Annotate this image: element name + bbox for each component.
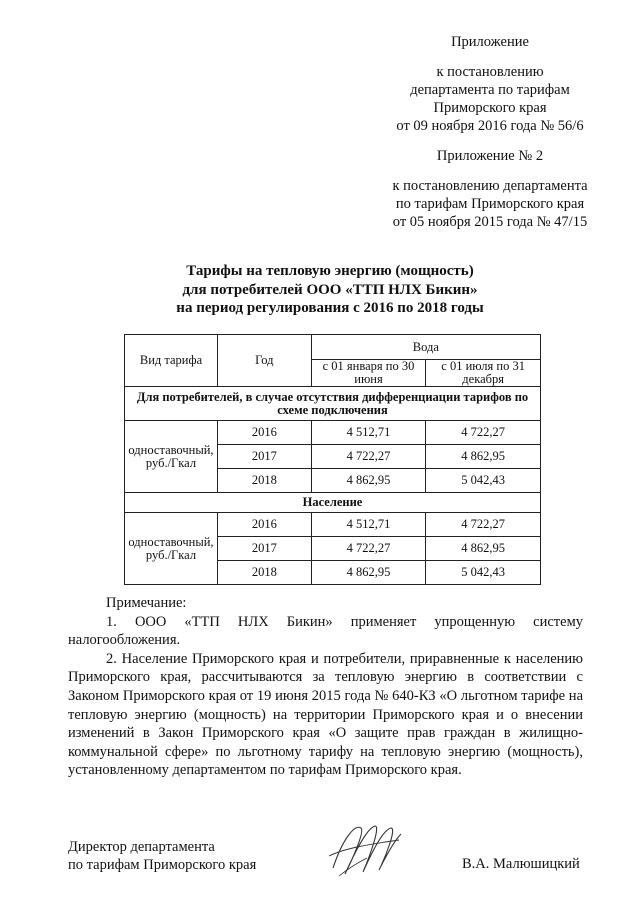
- notes-block: [68, 594, 583, 780]
- position-line: Директор департамента: [68, 839, 215, 855]
- year-cell: 2016: [217, 513, 311, 537]
- col-header-period2: с 01 июля по 31 декабря: [426, 360, 541, 387]
- appendix-ref-line: к постановлению: [436, 64, 544, 80]
- appendix-header: [370, 33, 610, 135]
- signatory-name: В.А. Малюшицкий: [462, 856, 580, 872]
- notes-label: Примечание:: [106, 595, 187, 611]
- value-cell: 4 722,27: [311, 537, 426, 561]
- appendix2-ref-line: к постановлению департамента: [392, 178, 588, 194]
- title-line: для потребителей ООО «ТТП НЛХ Бикин»: [182, 281, 478, 298]
- value-cell: 4 862,95: [311, 469, 426, 493]
- document-title: [120, 262, 540, 318]
- tariff-type-label: одноставочный, руб./Гкал: [125, 421, 218, 493]
- value-cell: 4 722,27: [426, 421, 541, 445]
- value-cell: 5 042,43: [426, 469, 541, 493]
- table-row: [125, 513, 541, 537]
- appendix-ref-line: департамента по тарифам: [410, 82, 570, 98]
- appendix2-ref-line: от 05 ноября 2015 года № 47/15: [392, 214, 588, 230]
- value-cell: 4 722,27: [311, 445, 426, 469]
- value-cell: 4 862,95: [426, 445, 541, 469]
- col-header-year: Год: [217, 335, 311, 387]
- appendix-ref-line: от 09 ноября 2016 года № 56/6: [396, 118, 584, 134]
- appendix-label: Приложение: [451, 34, 529, 50]
- year-cell: 2016: [217, 421, 311, 445]
- year-cell: 2017: [217, 537, 311, 561]
- year-cell: 2018: [217, 469, 311, 493]
- tariff-table: [124, 334, 541, 585]
- value-cell: 4 722,27: [426, 513, 541, 537]
- section-header-consumers: Для потребителей, в случае отсутствия дифференциации тарифов по схеме подключения: [125, 387, 541, 421]
- tariff-type-label: одноставочный, руб./Гкал: [125, 513, 218, 585]
- appendix2-label: Приложение № 2: [436, 148, 544, 164]
- appendix-ref-line: Приморского края: [433, 100, 547, 116]
- value-cell: 4 512,71: [311, 513, 426, 537]
- value-cell: 5 042,43: [426, 561, 541, 585]
- year-cell: 2018: [217, 561, 311, 585]
- note-item: 1. ООО «ТТП НЛХ Бикин» применяет упрощенную систему налогообложения.: [68, 613, 583, 649]
- col-header-water: Вода: [311, 335, 540, 360]
- title-line: Тарифы на тепловую энергию (мощность): [186, 263, 474, 279]
- signatory-position: [68, 838, 256, 874]
- position-line: по тарифам Приморского края: [68, 857, 257, 873]
- value-cell: 4 512,71: [311, 421, 426, 445]
- value-cell: 4 862,95: [311, 561, 426, 585]
- note-item: 2. Население Приморского края и потребители, приравненные к населению Приморского края, рассчитываются за тепловую энергию в соответствии с Законом Приморского края от 19 июня 2015 года № 640-КЗ «О льготном тарифе на тепловую энергию (мощность) на территории Приморского края и о внесении изменений в Закон Приморского края «О защите прав граждан в жилищно-коммунальной сфере» по льготному тарифу на тепловую энергию (мощность), установленному департаментом по тарифам Приморского края.: [68, 650, 583, 779]
- col-header-type: Вид тарифа: [125, 335, 218, 387]
- appendix2-header: [360, 147, 620, 231]
- appendix2-ref-line: по тарифам Приморского края: [395, 196, 585, 212]
- title-line: на период регулирования с 2016 по 2018 годы: [176, 300, 484, 316]
- section-header-population: Население: [125, 493, 541, 513]
- table-row: [125, 421, 541, 445]
- col-header-period1: с 01 января по 30 июня: [311, 360, 426, 387]
- handwritten-signature: [325, 818, 405, 880]
- year-cell: 2017: [217, 445, 311, 469]
- value-cell: 4 862,95: [426, 537, 541, 561]
